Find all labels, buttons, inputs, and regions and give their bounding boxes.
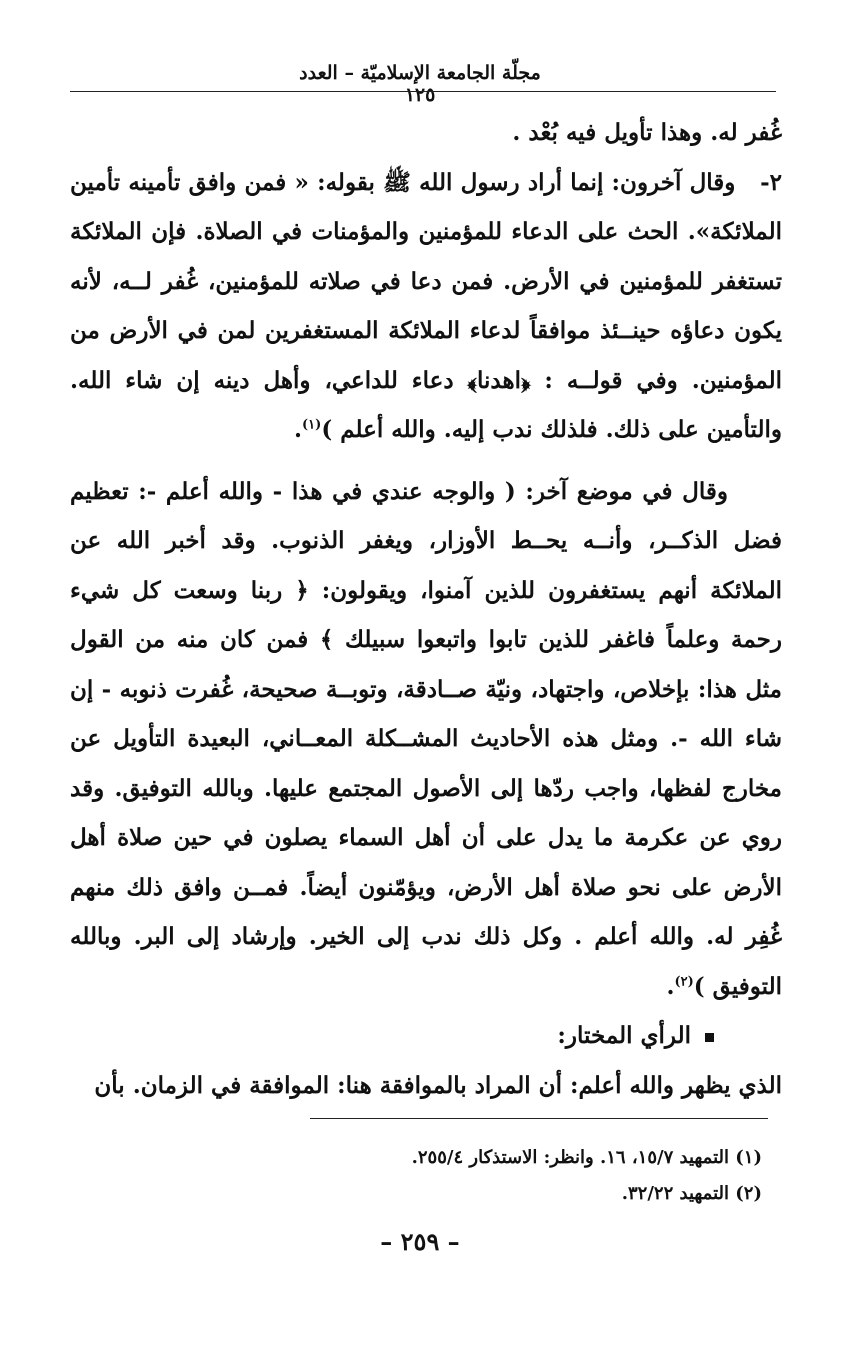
footnote-rule bbox=[310, 1118, 768, 1119]
paragraph-1: غُفر له. وهذا تأويل فيه بُعْد . bbox=[512, 119, 782, 146]
paragraph-2-first-line: وقال آخرون: إنما أراد رسول الله ﷺ بقوله: « فمن وافق تأمينه تأمين bbox=[70, 168, 736, 196]
square-bullet-icon bbox=[705, 1033, 714, 1042]
paragraph-4: الذي يظهر والله أعلم: أن المراد بالموافقة هنا: الموافقة في الزمان. بأن bbox=[94, 1071, 782, 1099]
page-number: – ٢٥٩ – bbox=[380, 1227, 460, 1256]
footnote-1: (١) التمهيد ١٥/٧، ١٦. وانظر: الاستذكار ٢٥٥/٤. bbox=[411, 1147, 762, 1168]
paragraph-2 bbox=[70, 158, 782, 455]
section-heading-text: الرأي المختار: bbox=[557, 1022, 691, 1049]
running-header: مجلّة الجامعة الإسلاميّة – العدد ١٢٥ bbox=[299, 62, 541, 106]
item-number: ٢- bbox=[760, 168, 783, 196]
paragraph-2-continued: الملائكة». الحث على الدعاء للمؤمنين والمؤمنات في الصلاة. فإن الملائكة تستغفر للمؤمنين في الأرض. فمن دعا في صلاته للمؤمنين، غُفر لــه، لأنه يكون دعاؤه حينــئذ موافقاً لدعاء الملائكة المستغفرين لمن في الأرض من المؤمنين. وفي قولــه : ﴿اهدنا﴾ دعاء للداعي، وأهل دينه إن شاء الله. والتأمين على ذلك. فلذلك ندب إليه. والله أعلم ) bbox=[70, 218, 782, 443]
main-text bbox=[70, 108, 782, 1110]
footnote-ref-2[interactable]: (٢) bbox=[674, 973, 694, 989]
paragraph-gap bbox=[70, 455, 782, 467]
paragraph-3 bbox=[70, 467, 782, 1012]
footnotes bbox=[70, 1140, 770, 1212]
header-rule bbox=[70, 91, 776, 92]
section-heading bbox=[70, 1011, 782, 1061]
paragraph-3-text: وقال في موضع آخر: ( والوجه عندي في هذا - والله أعلم -: تعظيم فضل الذكــر، وأنــه يحــط الأوزار، ويغفر الذنوب. وقد أخبر الله عن الملائكة أنهم يستغفرون للذين آمنوا، ويقولون: ﴿ ربنا وسعت كل شيء رحمة وعلماً فاغفر للذين تابوا واتبعوا سبيلك ﴾ فمن كان منه من القول مثل هذا: بإخلاص، واجتهاد، ونيّة صــادقة، وتوبــة صحيحة، غُفرت ذنوبه - إن شاء الله -. ومثل هذه الأحاديث المشــكلة المعــاني، البعيدة التأويل عن مخارج لفظها، واجب ردّها إلى الأصول المجتمع عليها. وبالله التوفيق. وقد روي عن عكرمة ما يدل على أن أهل السماء يصلون في حين صلاة أهل الأرض على نحو صلاة أهل الأرض، ويؤمّنون أيضاً. فمــن وافق ذلك منهم غُفِر له. والله أعلم . وكل ذلك ندب إلى الخير. وإرشاد إلى البر. وبالله التوفيق ) bbox=[70, 477, 782, 1000]
paragraph-3-end: . bbox=[666, 972, 675, 1000]
footnote-2: (٢) التمهيد ٣٢/٢٢. bbox=[621, 1183, 762, 1204]
footnote-ref-1[interactable]: (١) bbox=[302, 417, 322, 433]
paragraph-2-end: . bbox=[294, 416, 303, 443]
